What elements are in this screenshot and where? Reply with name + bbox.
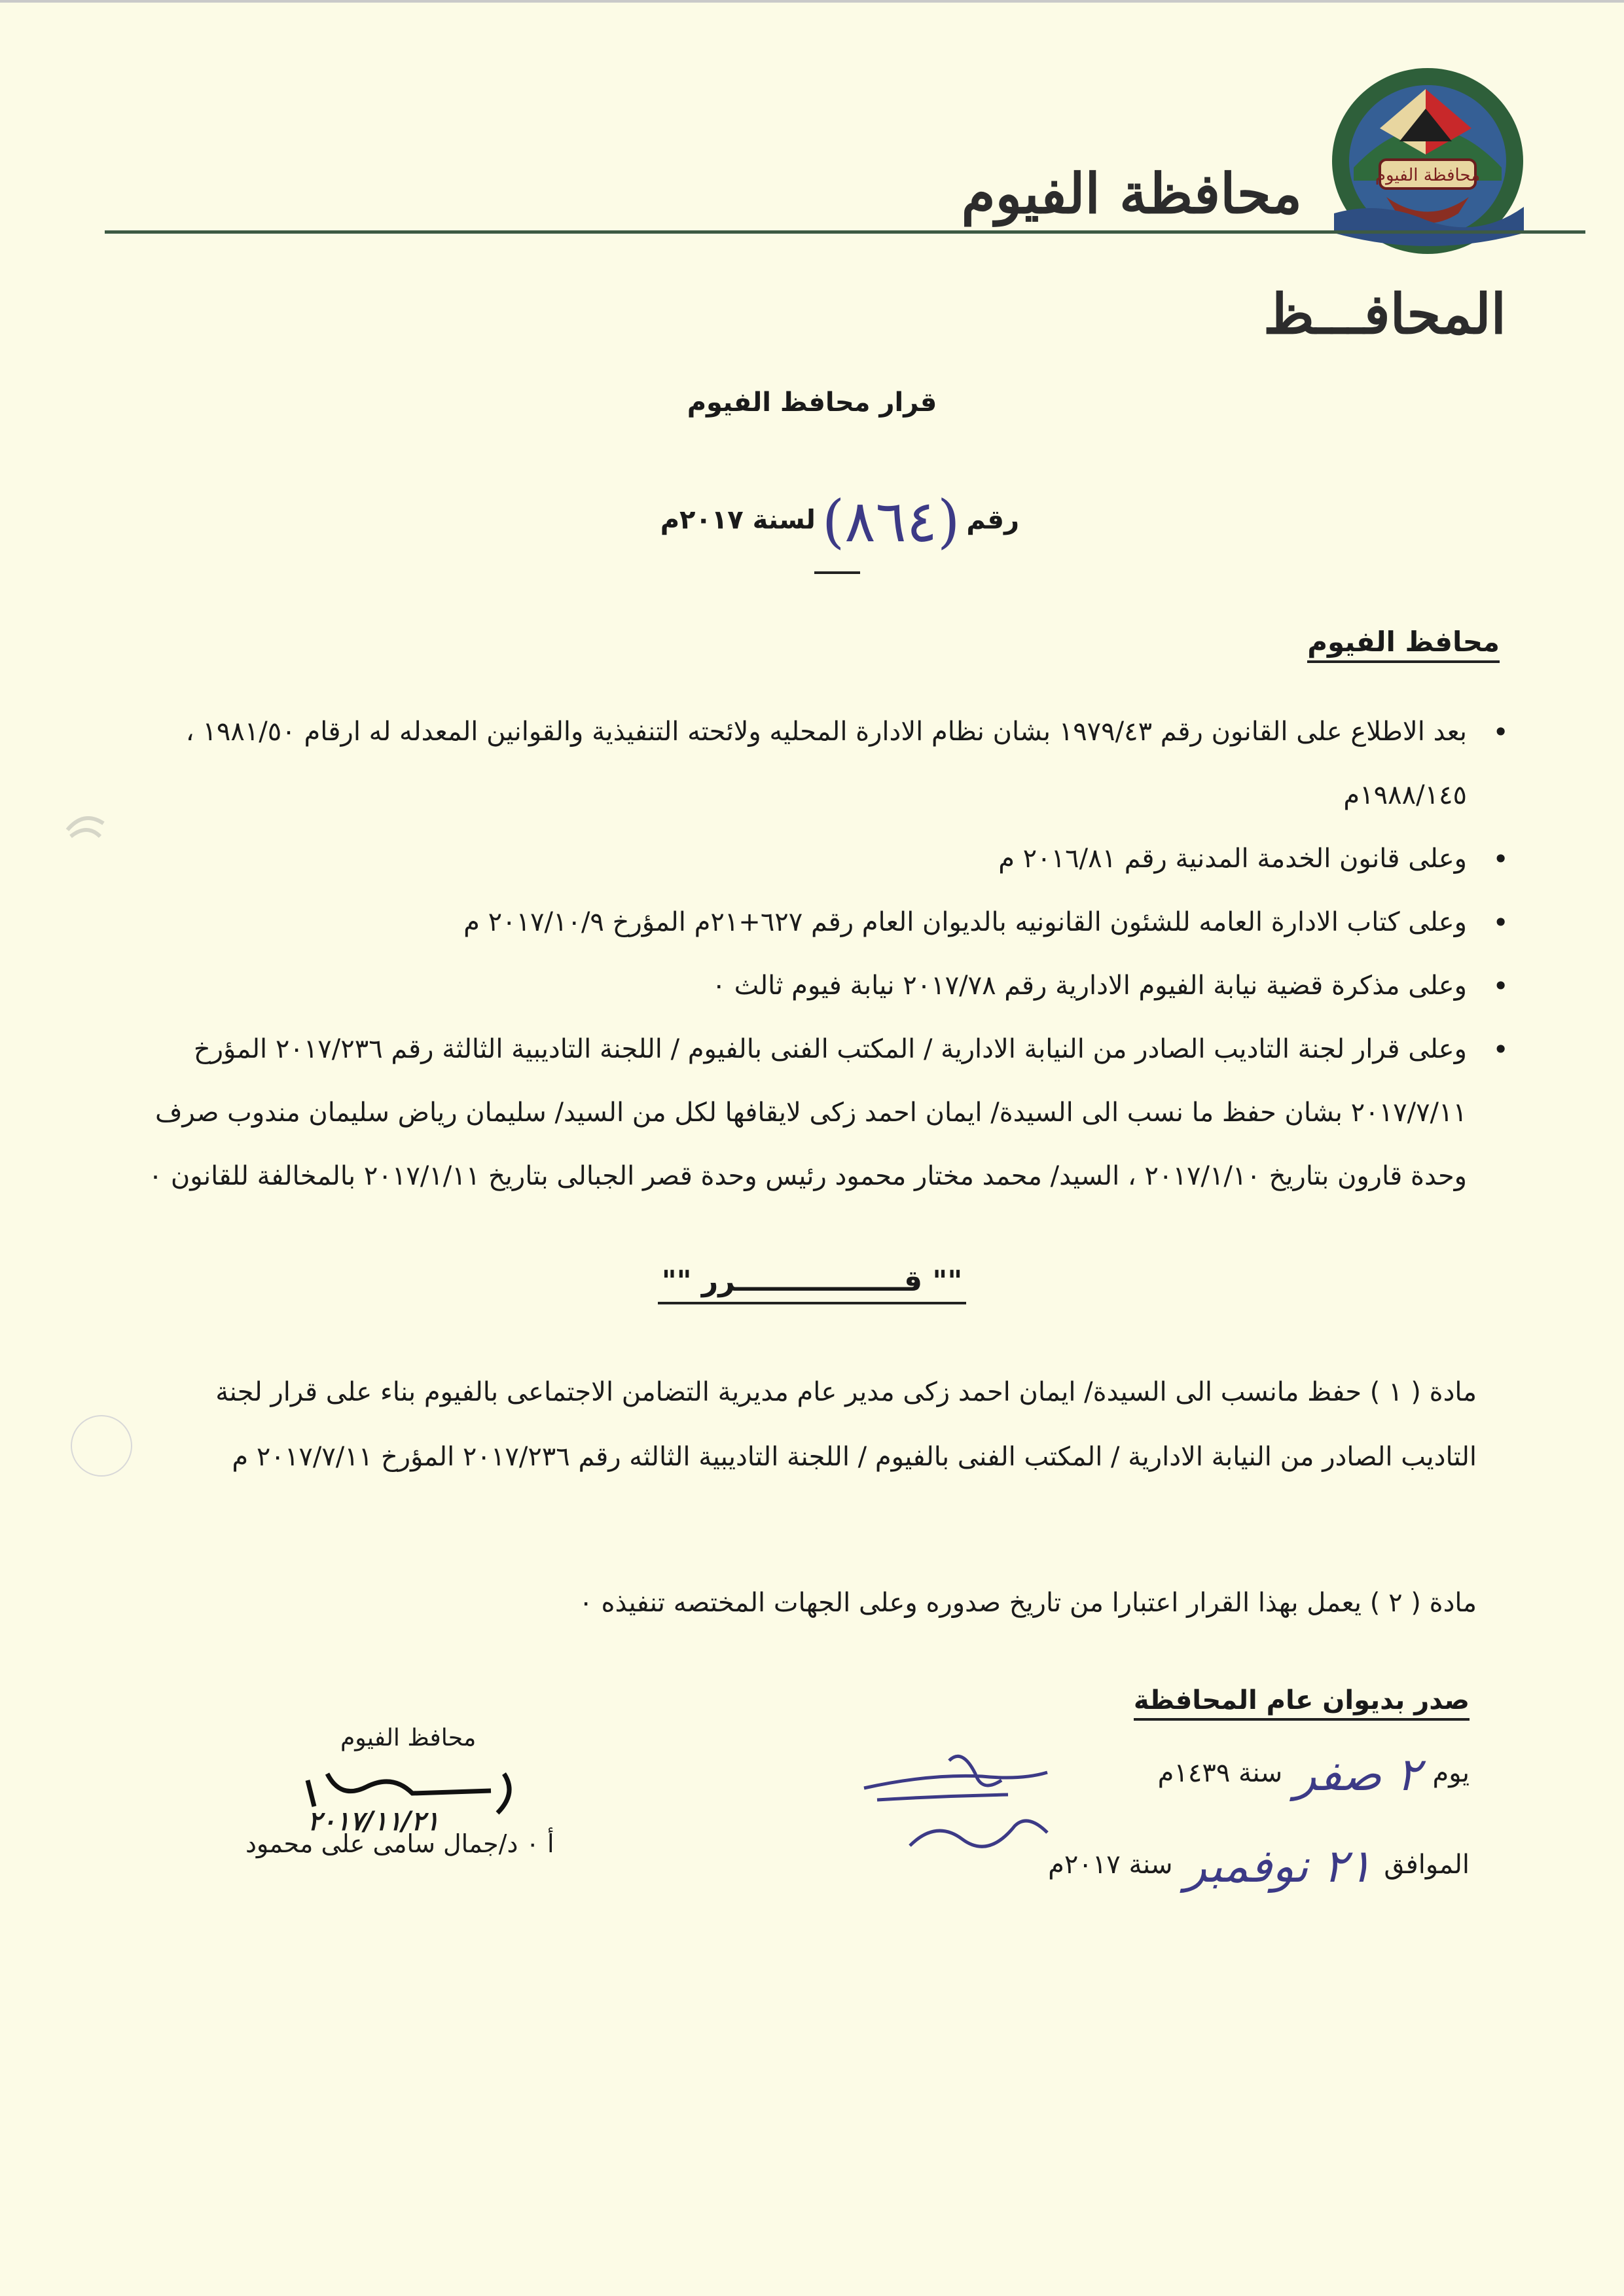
signatory-name: أ ٠ د/جمال سامى على محمود (245, 1829, 554, 1858)
scan-smudge (64, 804, 110, 843)
scan-top-edge (0, 0, 1624, 3)
hijri-date-line (1158, 1748, 1470, 1801)
preamble-item: • بعد الاطلاع على القانون رقم ١٩٧٩/٤٣ بشان نظام الادارة المحليه ولائحته التنفيذية والقوانين المعدله له ارقام ١٩٨١/٥٠ ، ١٩٨٨/١٤٥م (132, 700, 1467, 827)
article-1: مادة ( ١ ) حفظ مانسب الى السيدة/ ايمان احمد زكى مدير عام مديرية التضامن الاجتماعى بالفيوم بناء على قرار لجنة التاديب الصادر من النيابة الادارية / المكتب الفنى بالفيوم / اللجنة التاديبية الثالثه رقم ٢٠١٧/٢٣٦ المؤرخ ٢٠١٧/٧/١١ م (215, 1377, 1477, 1472)
number-underline-dash (814, 571, 860, 574)
decision-year: لسنة ٢٠١٧م (660, 505, 816, 535)
day-label: يوم (1432, 1758, 1470, 1788)
decision-number-line (660, 488, 1019, 555)
decides-heading (0, 1265, 1624, 1298)
handwritten-decision-number: (٨٦٤) (821, 488, 960, 555)
number-prefix: رقم (966, 505, 1019, 535)
issued-at-heading: صدر بديوان عام المحافظة (1134, 1685, 1470, 1721)
article-2: مادة ( ٢ ) يعمل بهذا القرار اعتبارا من تاريخ صدوره وعلى الجهات المختصه تنفيذه ٠ (579, 1588, 1477, 1618)
preamble-item: • وعلى قرار لجنة التاديب الصادر من النيابة الادارية / المكتب الفنى بالفيوم / اللجنة التاديبية الثالثة رقم ٢٠١٧/٢٣٦ المؤرخ ٢٠١٧/٧/١١ بشان حفظ ما نسب الى السيدة/ ايمان احمد زكى لايقافها لكل من السيد/ سليمان رياض سليمان مندوب صرف وحدة قارون بتاريخ ٢٠١٧/١/١٠ ، السيد/ محمد مختار محمود رئيس وحدة قصر الجبالى بتاريخ ٢٠١٧/١/١١ بالمخالفة للقانون ٠ (132, 1018, 1467, 1208)
preamble-item: • وعلى مذكرة قضية نيابة الفيوم الادارية رقم ٢٠١٧/٧٨ نيابة فيوم ثالث ٠ (132, 954, 1467, 1018)
governorate-name: محافظة الفيوم (961, 161, 1302, 226)
preamble-item: • وعلى كتاب الادارة العامه للشئون القانونيه بالديوان العام رقم ٦٢٧+٢١م المؤرخ ٢٠١٧/١٠/٩ م (132, 891, 1467, 954)
letterhead-divider (105, 230, 1585, 234)
staff-initials-signature (851, 1734, 1087, 1865)
handwritten-hijri-day: ٢ صفر (1294, 1748, 1421, 1801)
handwritten-signing-date: ٢٠١٧/١١/٢١ (308, 1806, 440, 1837)
hijri-year: سنة ١٤٣٩م (1157, 1758, 1283, 1788)
decision-title: قرار محافظ الفيوم (687, 387, 937, 418)
logo-lettering: محافظة الفيوم (1375, 166, 1481, 185)
office-title: المحافـــظ (1263, 281, 1506, 346)
handwritten-gregorian-day: ٢١ نوفمبر (1184, 1839, 1373, 1893)
signatory-title: محافظ الفيوم (340, 1725, 477, 1751)
preamble-heading: محافظ الفيوم (1307, 626, 1500, 663)
governorate-seal-logo (1327, 63, 1528, 258)
gregorian-date-line (1048, 1839, 1470, 1893)
gregorian-year: سنة ٢٠١٧م (1048, 1850, 1173, 1880)
punch-hole-mark (71, 1415, 132, 1477)
preamble-list (132, 700, 1467, 1208)
preamble-item: • وعلى قانون الخدمة المدنية رقم ٢٠١٦/٨١ م (132, 827, 1467, 891)
corresponding-label: الموافق (1384, 1850, 1470, 1880)
decides-label: "" قـــــــــــــــــرر "" (658, 1265, 967, 1304)
